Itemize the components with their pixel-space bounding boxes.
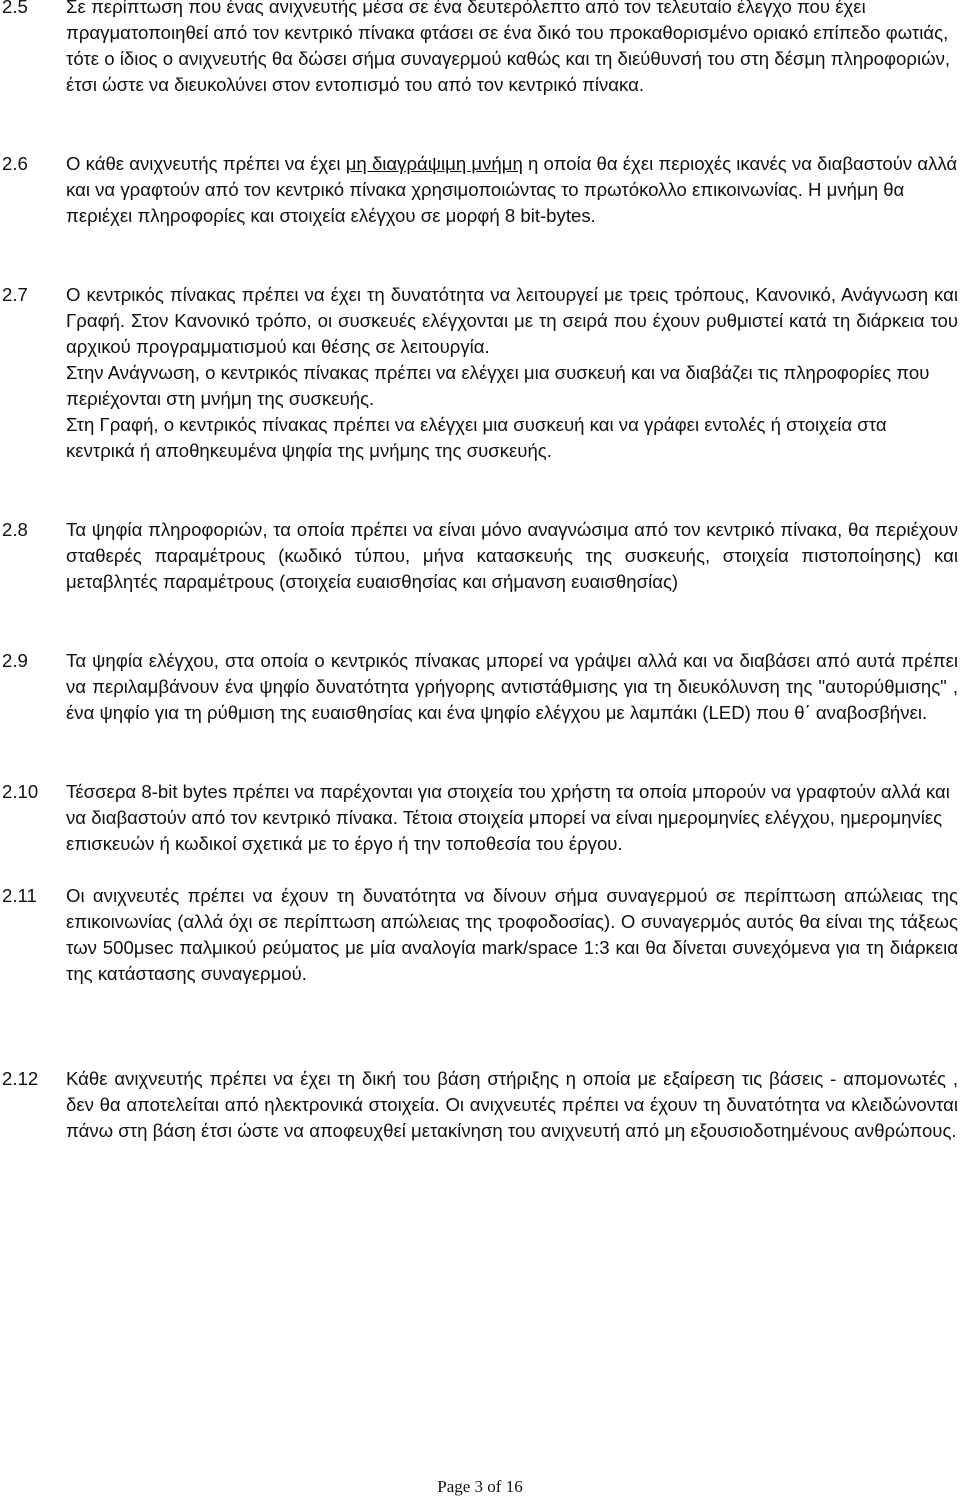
paragraph: Ο κεντρικός πίνακας πρέπει να έχει τη δυνατότητα να λειτουργεί με τρεις τρόπους, Κανονικό, Ανάγνωση και Γραφή. Στον Κανονικό τρόπο, οι συσκευές ελέγχονται με τη σειρά που έχουν ρυθμιστεί κατά τη διάρκεια του αρχικού προγραμματισμού και θέσης σε λειτουργία. xyxy=(66,284,958,357)
paragraph: Στην Ανάγνωση, ο κεντρικός πίνακας πρέπει να ελέγχει μια συσκευή και να διαβάζει τις πληροφορίες που περιέχονται στη μνήμη της συσκευής. xyxy=(66,362,930,409)
paragraph: Σε περίπτωση που ένας ανιχνευτής μέσα σε ένα δευτερόλεπτο από τον τελευταίο έλεγχο που έχει πραγματοποιηθεί από τον κεντρικό πίνακα φτάσει σε ένα δικό του προκαθορισμένο οριακό επίπεδο φωτιάς, τότε ο ίδιος ο ανιχνευτής θα δώσει σήμα συναγερμού καθώς και τη διεύθυνσή του στη δέσμη πληροφοριών, έτσι ώστε να διευκολύνει στον εντοπισμό του από τον κεντρικό πίνακα. xyxy=(66,0,951,95)
section-number: 2.8 xyxy=(2,519,28,540)
section-text xyxy=(66,1066,958,1144)
section-number: 2.5 xyxy=(2,0,28,17)
page-footer: Page 3 of 16 xyxy=(437,1477,523,1496)
section-text xyxy=(66,282,958,464)
paragraph: Τα ψηφία ελέγχου, στα οποία ο κεντρικός πίνακας μπορεί να γράψει αλλά και να διαβάσει από αυτά πρέπει να περιλαμβάνουν ένα ψηφίο δυνατότητα γρήγορης αντιστάθμισης για τη διευκόλυνση της "αυτορύθμισης" , ένα ψηφίο για τη ρύθμιση της ευαισθησίας και ένα ψηφίο ελέγχου με λαμπάκι (LED) που θ΄ αναβοσβήνει. xyxy=(66,650,958,723)
paragraph: Οι ανιχνευτές πρέπει να έχουν τη δυνατότητα να δίνουν σήμα συναγερμού σε περίπτωση απώλειας της επικοινωνίας (αλλά όχι σε περίπτωση απώλειας της τροφοδοσίας). Ο συναγερμός αυτός θα είναι της τάξεως των 500μsec παλμικού ρεύματος με μία αναλογία mark/space 1:3 και θα δίνεται συνεχόμενα για τη διάρκεια της κατάστασης συναγερμού. xyxy=(66,885,958,984)
text-run: η οποία θα έχει περιοχές ικανές να διαβαστούν αλλά και να γραφτούν από τον κεντρικό πίνακα χρησιμοποιώντας το πρωτόκολλο επικοινωνίας. Η μνήμη θα περιέχει πληροφορίες και στοιχεία ελέγχου σε μορφή 8 bit-bytes. xyxy=(66,153,958,226)
section-number: 2.7 xyxy=(2,284,28,305)
paragraph: Τα ψηφία πληροφοριών, τα οποία πρέπει να είναι μόνο αναγνώσιμα από τον κεντρικό πίνακα, θα περιέχουν σταθερές παραμέτρους (κωδικό τύπου, μήνα κατασκευής της συσκευής, στοιχεία πιστοποίησης) και μεταβλητές παραμέτρους (στοιχεία ευαισθησίας και σήμανση ευαισθησίας) xyxy=(66,519,958,592)
text-run: Ο κάθε ανιχνευτής πρέπει να έχει xyxy=(66,153,346,174)
section-number: 2.6 xyxy=(2,153,28,174)
section-number: 2.10 xyxy=(2,781,39,802)
section-number: 2.12 xyxy=(2,1068,39,1089)
section-text xyxy=(66,151,958,229)
section-number: 2.11 xyxy=(2,885,37,906)
paragraph: Στη Γραφή, ο κεντρικός πίνακας πρέπει να ελέγχει μια συσκευή και να γράφει εντολές ή στοιχεία στα κεντρικά ή αποθηκευμένα ψηφία της μνήμης της συσκευής. xyxy=(66,414,887,461)
section-text xyxy=(66,0,958,98)
section-text xyxy=(66,517,958,595)
underlined-term: μη διαγράψιμη μνήμη xyxy=(345,153,523,174)
section-text xyxy=(66,648,958,726)
section-text xyxy=(66,779,958,857)
paragraph: Κάθε ανιχνευτής πρέπει να έχει τη δική του βάση στήριξης η οποία με εξαίρεση τις βάσεις - απομονωτές , δεν θα αποτελείται από ηλεκτρονικά στοιχεία. Οι ανιχνευτές πρέπει να έχουν τη δυνατότητα να κλειδώνονται πάνω στη βάση έτσι ώστε να αποφευχθεί μετακίνηση του ανιχνευτή από μη εξουσιοδοτημένους ανθρώπους. xyxy=(66,1068,958,1141)
section-text xyxy=(66,883,958,987)
paragraph xyxy=(66,151,958,229)
section-number: 2.9 xyxy=(2,650,28,671)
paragraph: Τέσσερα 8-bit bytes πρέπει να παρέχονται για στοιχεία του χρήστη τα οποία μπορούν να γραφτούν αλλά και να διαβαστούν από τον κεντρικό πίνακα. Τέτοια στοιχεία μπορεί να είναι ημερομηνίες ελέγχου, ημερομηνίες επισκευών ή κωδικοί σχετικά με το έργο ή την τοποθεσία του έργου. xyxy=(66,781,950,854)
